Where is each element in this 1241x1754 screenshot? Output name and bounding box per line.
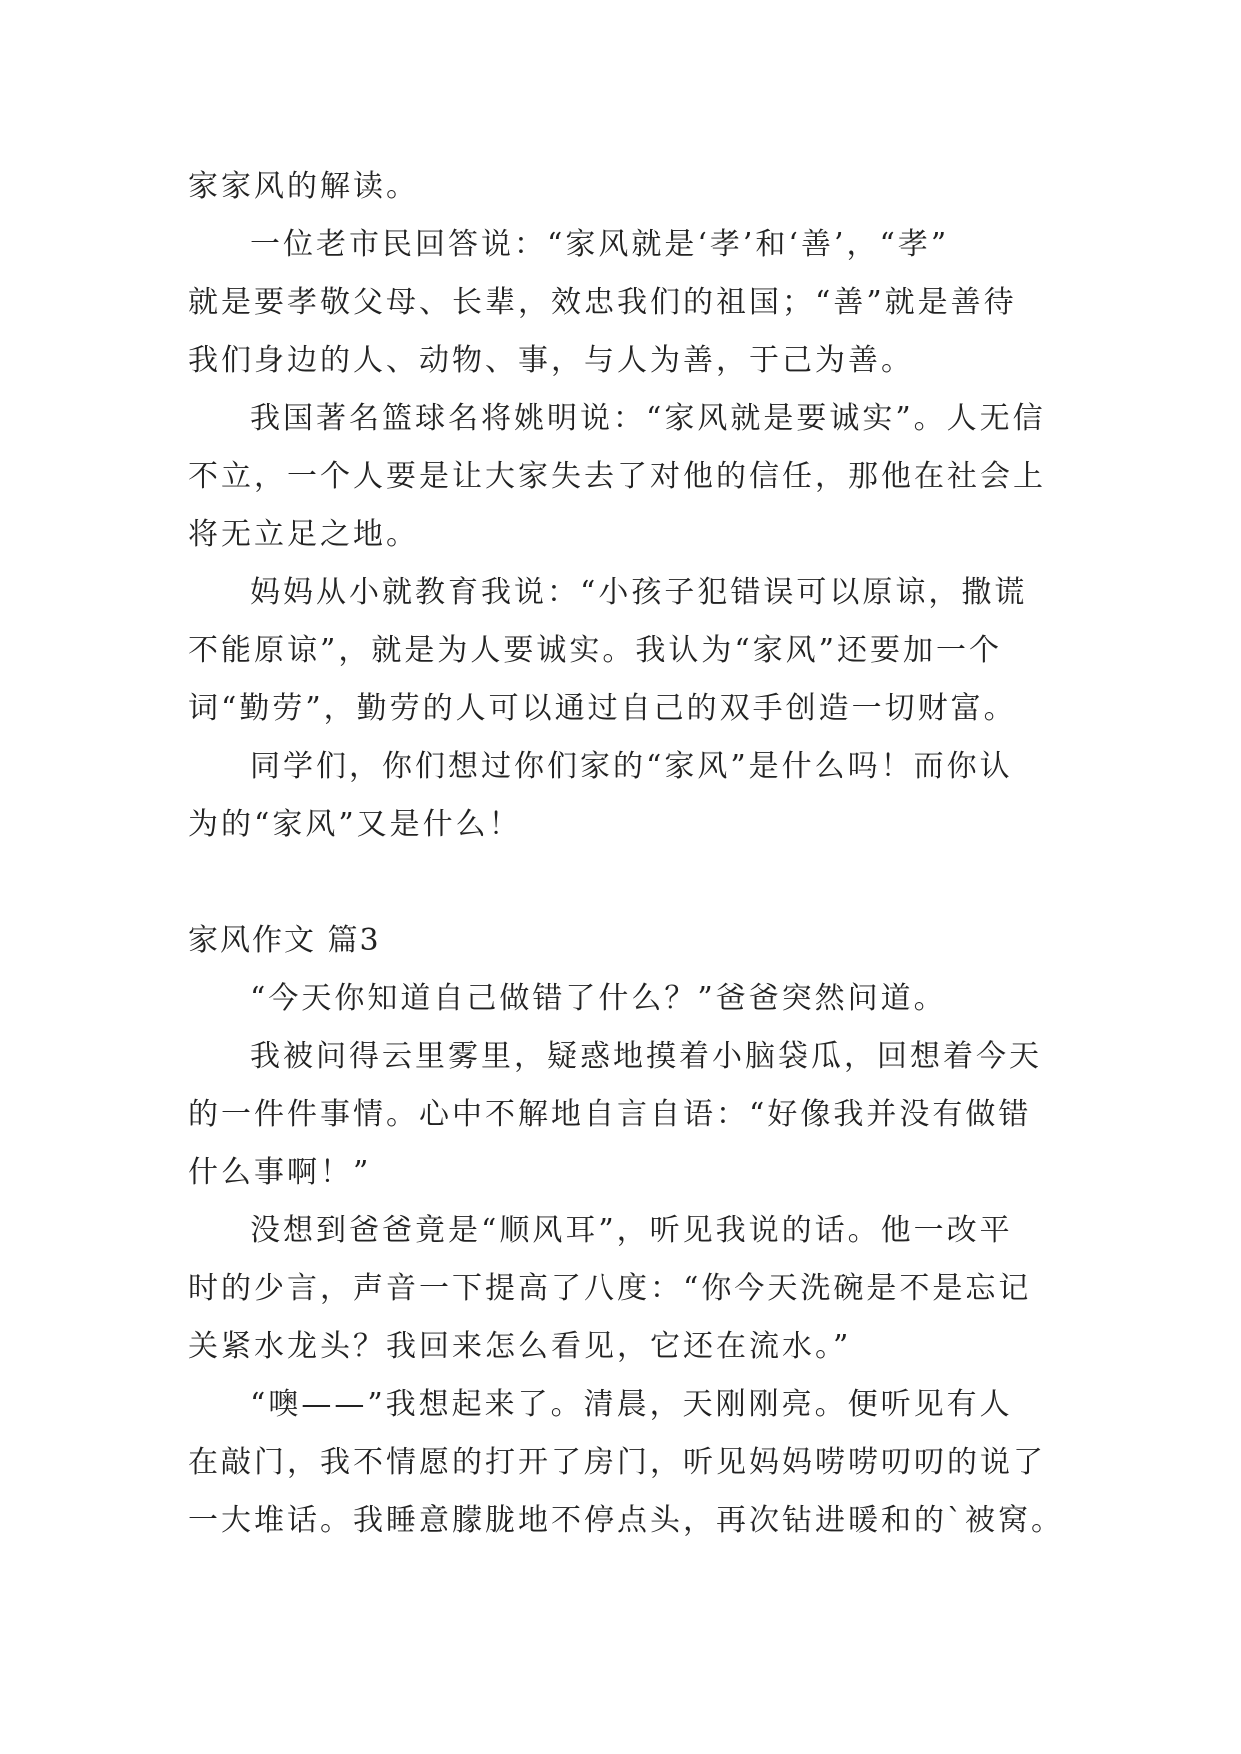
section-1 [188,158,1068,854]
paragraph-line: 的一件件事情。心中不解地自言自语：“好像我并没有做错 [188,1097,1032,1132]
section-2 [188,912,1068,1550]
paragraph-line: 什么事啊！” [188,1155,372,1190]
paragraph-line: 没想到爸爸竟是“顺风耳”，听见我说的话。他一改平 [250,1213,1013,1248]
paragraph-line: 妈妈从小就教育我说：“小孩子犯错误可以原谅，撒谎 [250,575,1028,610]
paragraph-line: 不能原谅”，就是为人要诚实。我认为“家风”还要加一个 [188,633,1003,668]
paragraph-line: 在敲门，我不情愿的打开了房门，听见妈妈唠唠叨叨的说了 [188,1445,1046,1480]
paragraph-line: 同学们，你们想过你们家的“家风”是什么吗！而你认 [250,749,1013,784]
paragraph-line: 不立，一个人要是让大家失去了对他的信任，那他在社会上 [188,459,1046,494]
paragraph-line: “今天你知道自己做错了什么？”爸爸突然问道。 [250,981,947,1016]
paragraph-line: 我们身边的人、动物、事，与人为善，于己为善。 [188,343,914,378]
paragraph-line: “噢——”我想起来了。清晨，天刚刚亮。便听见有人 [250,1387,1013,1422]
section-title: 家风作文 篇3 [188,923,381,958]
paragraph-line: 将无立足之地。 [188,517,419,552]
paragraph-line: 时的少言，声音一下提高了八度：“你今天洗碗是不是忘记 [188,1271,1032,1306]
paragraph-line: 词“勤劳”，勤劳的人可以通过自己的双手创造一切财富。 [188,691,1017,726]
paragraph-line: 我被问得云里雾里，疑惑地摸着小脑袋瓜，回想着今天 [250,1039,1042,1074]
paragraph-line: 家家风的解读。 [188,169,419,204]
paragraph-line: 一大堆话。我睡意朦胧地不停点头，再次钻进暖和的`被窝。 [188,1503,1064,1538]
paragraph-line: 关紧水龙头？我回来怎么看见，它还在流水。” [188,1329,852,1364]
paragraph-line: 为的“家风”又是什么！ [188,807,522,842]
paragraph-line: 一位老市民回答说：“家风就是‘孝’和‘善’，“孝” [250,227,950,262]
paragraph-line: 我国著名篮球名将姚明说：“家风就是要诚实”。人无信 [250,401,1046,436]
document-page [188,158,1068,1550]
paragraph-line: 就是要孝敬父母、长辈，效忠我们的祖国；“善”就是善待 [188,285,1017,320]
